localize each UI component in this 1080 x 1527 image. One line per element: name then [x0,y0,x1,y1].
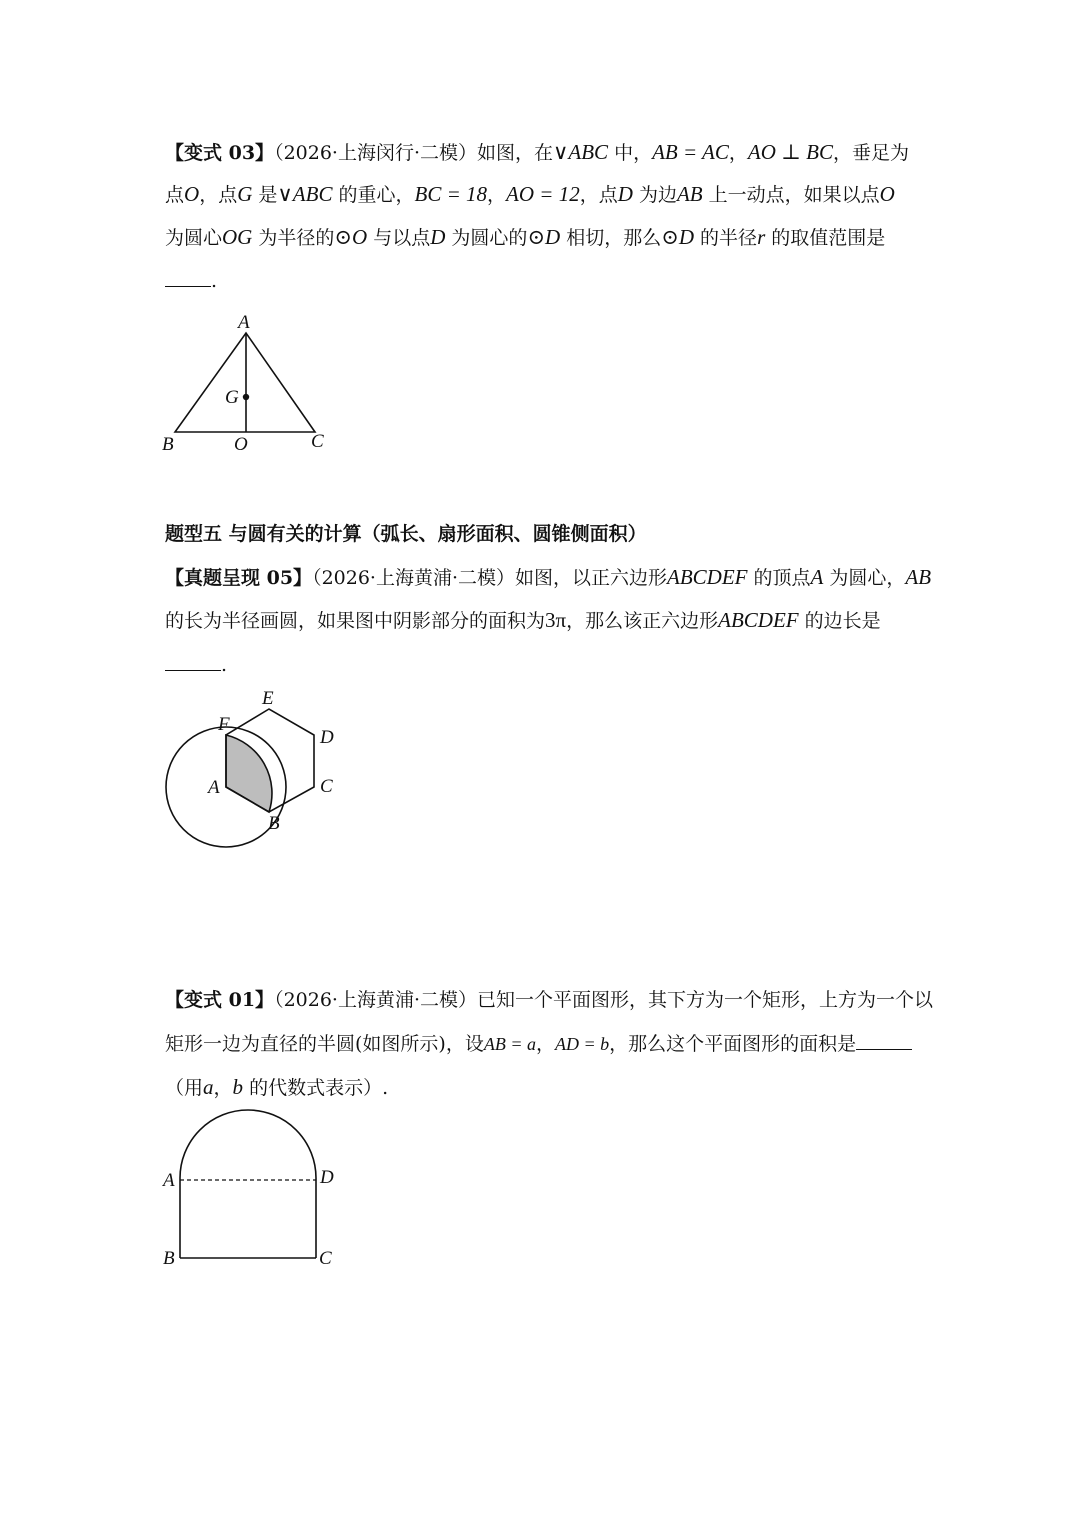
text: 是 [252,184,278,206]
math: D [430,225,446,249]
math: ∨ABC [277,182,333,206]
text: 的长为半径画圆，如果图中阴影部分的面积为 [165,610,546,632]
text: 点 [165,184,185,206]
label-b: B [163,1248,175,1269]
text: 矩形一边为直径的半圆(如图所示)，设 [165,1033,484,1055]
math: BC = 18 [414,182,488,206]
text: ， [535,1033,555,1055]
q1-tag: 【变式 03】 [165,142,275,164]
text: 中， [608,142,653,164]
q3-arch-figure [160,1105,360,1275]
text: ， [728,142,748,164]
q2-tag: 【真题呈现 05】 [165,567,313,589]
q2-source: （2026·上海黄浦·二模） [312,567,515,589]
math: A [810,565,824,589]
text: 为边 [632,184,677,206]
q1-source: （2026·上海闵行·二模） [274,142,477,164]
q2-line-2 [165,608,881,633]
q2-line-1 [165,565,931,590]
label-b: B [268,813,280,834]
text: 为圆心 [165,227,223,249]
label-g: G [225,387,239,408]
math: a [203,1075,214,1099]
label-d: D [320,1167,334,1188]
math: G [237,182,253,206]
text: 如图，在 [477,142,554,164]
text: （用 [165,1077,204,1099]
text: ，那么该正六边形 [566,610,719,632]
label-d: D [320,727,334,748]
math: AB = a [483,1034,536,1054]
math: r [757,225,766,249]
label-c: C [311,431,324,452]
math: AB [905,565,932,589]
math: OG [222,225,253,249]
semicircle-top [180,1110,316,1178]
label-c: C [319,1248,332,1269]
label-e: E [262,688,274,709]
math: ∨ABC [553,140,609,164]
label-a: A [238,312,250,333]
q1-line-4 [165,268,217,293]
math: O [879,182,895,206]
text: 与以点 [367,227,431,249]
math: O [184,182,200,206]
text: 相切，那么 [560,227,662,249]
q3-line-2 [165,1031,912,1056]
point-g [243,394,249,400]
math: D [617,182,633,206]
text: ，点 [199,184,238,206]
math: ⊙D [661,225,695,249]
label-c: C [320,776,333,797]
math: ABCDEF [718,608,799,632]
text: 的顶点 [747,567,811,589]
text: 的代数式表示）. [243,1077,389,1099]
math: AO ⊥ BC [747,140,833,164]
math: ⊙D [527,225,561,249]
text: 的半径 [694,227,758,249]
math: AB = AC [652,140,729,164]
label-f: F [218,714,230,735]
text: 的取值范围是 [765,227,886,249]
answer-blank[interactable] [856,1031,912,1050]
math: ⊙O [334,225,368,249]
q1-line-3 [165,225,885,250]
label-o: O [234,434,248,455]
text: 为圆心的 [445,227,528,249]
math: AO = 12 [506,182,580,206]
label-b: B [162,434,174,455]
label-a: A [163,1170,175,1191]
text: 如图，以正六边形 [515,567,668,589]
answer-blank[interactable] [165,268,211,287]
q3-line-3 [165,1075,388,1100]
math: 3π [545,608,567,632]
q1-line-1 [165,140,909,165]
text: . [221,654,228,676]
math: ABCDEF [667,565,748,589]
text: ， [487,184,507,206]
q1-line-2 [165,182,895,207]
q3-tag: 【变式 01】 [165,989,275,1011]
math: AD = b [554,1034,610,1054]
text: 为半径的 [252,227,335,249]
label-a: A [208,777,220,798]
math: b [232,1075,244,1099]
q2-hexagon-figure [160,680,360,850]
text: 的边长是 [798,610,881,632]
text: 已知一个平面图形，其下方为一个矩形，上方为一个以 [477,989,934,1011]
q2-line-3 [165,652,227,677]
text: . [211,270,218,292]
q3-source: （2026·上海黄浦·二模） [274,989,477,1011]
text: ，点 [579,184,618,206]
text: 上一动点，如果以点 [702,184,880,206]
section-title: 题型五 与圆有关的计算（弧长、扇形面积、圆锥侧面积） [165,523,647,545]
math: AB [676,182,703,206]
text: 为圆心， [823,567,906,589]
text: 的重心， [332,184,415,206]
text: ， [213,1077,233,1099]
answer-blank[interactable] [165,652,221,671]
q1-triangle-figure [160,310,340,460]
q3-line-1 [165,988,933,1012]
text: ，那么这个平面图形的面积是 [609,1033,857,1055]
triangle-abc [175,333,315,432]
text: ，垂足为 [832,142,909,164]
